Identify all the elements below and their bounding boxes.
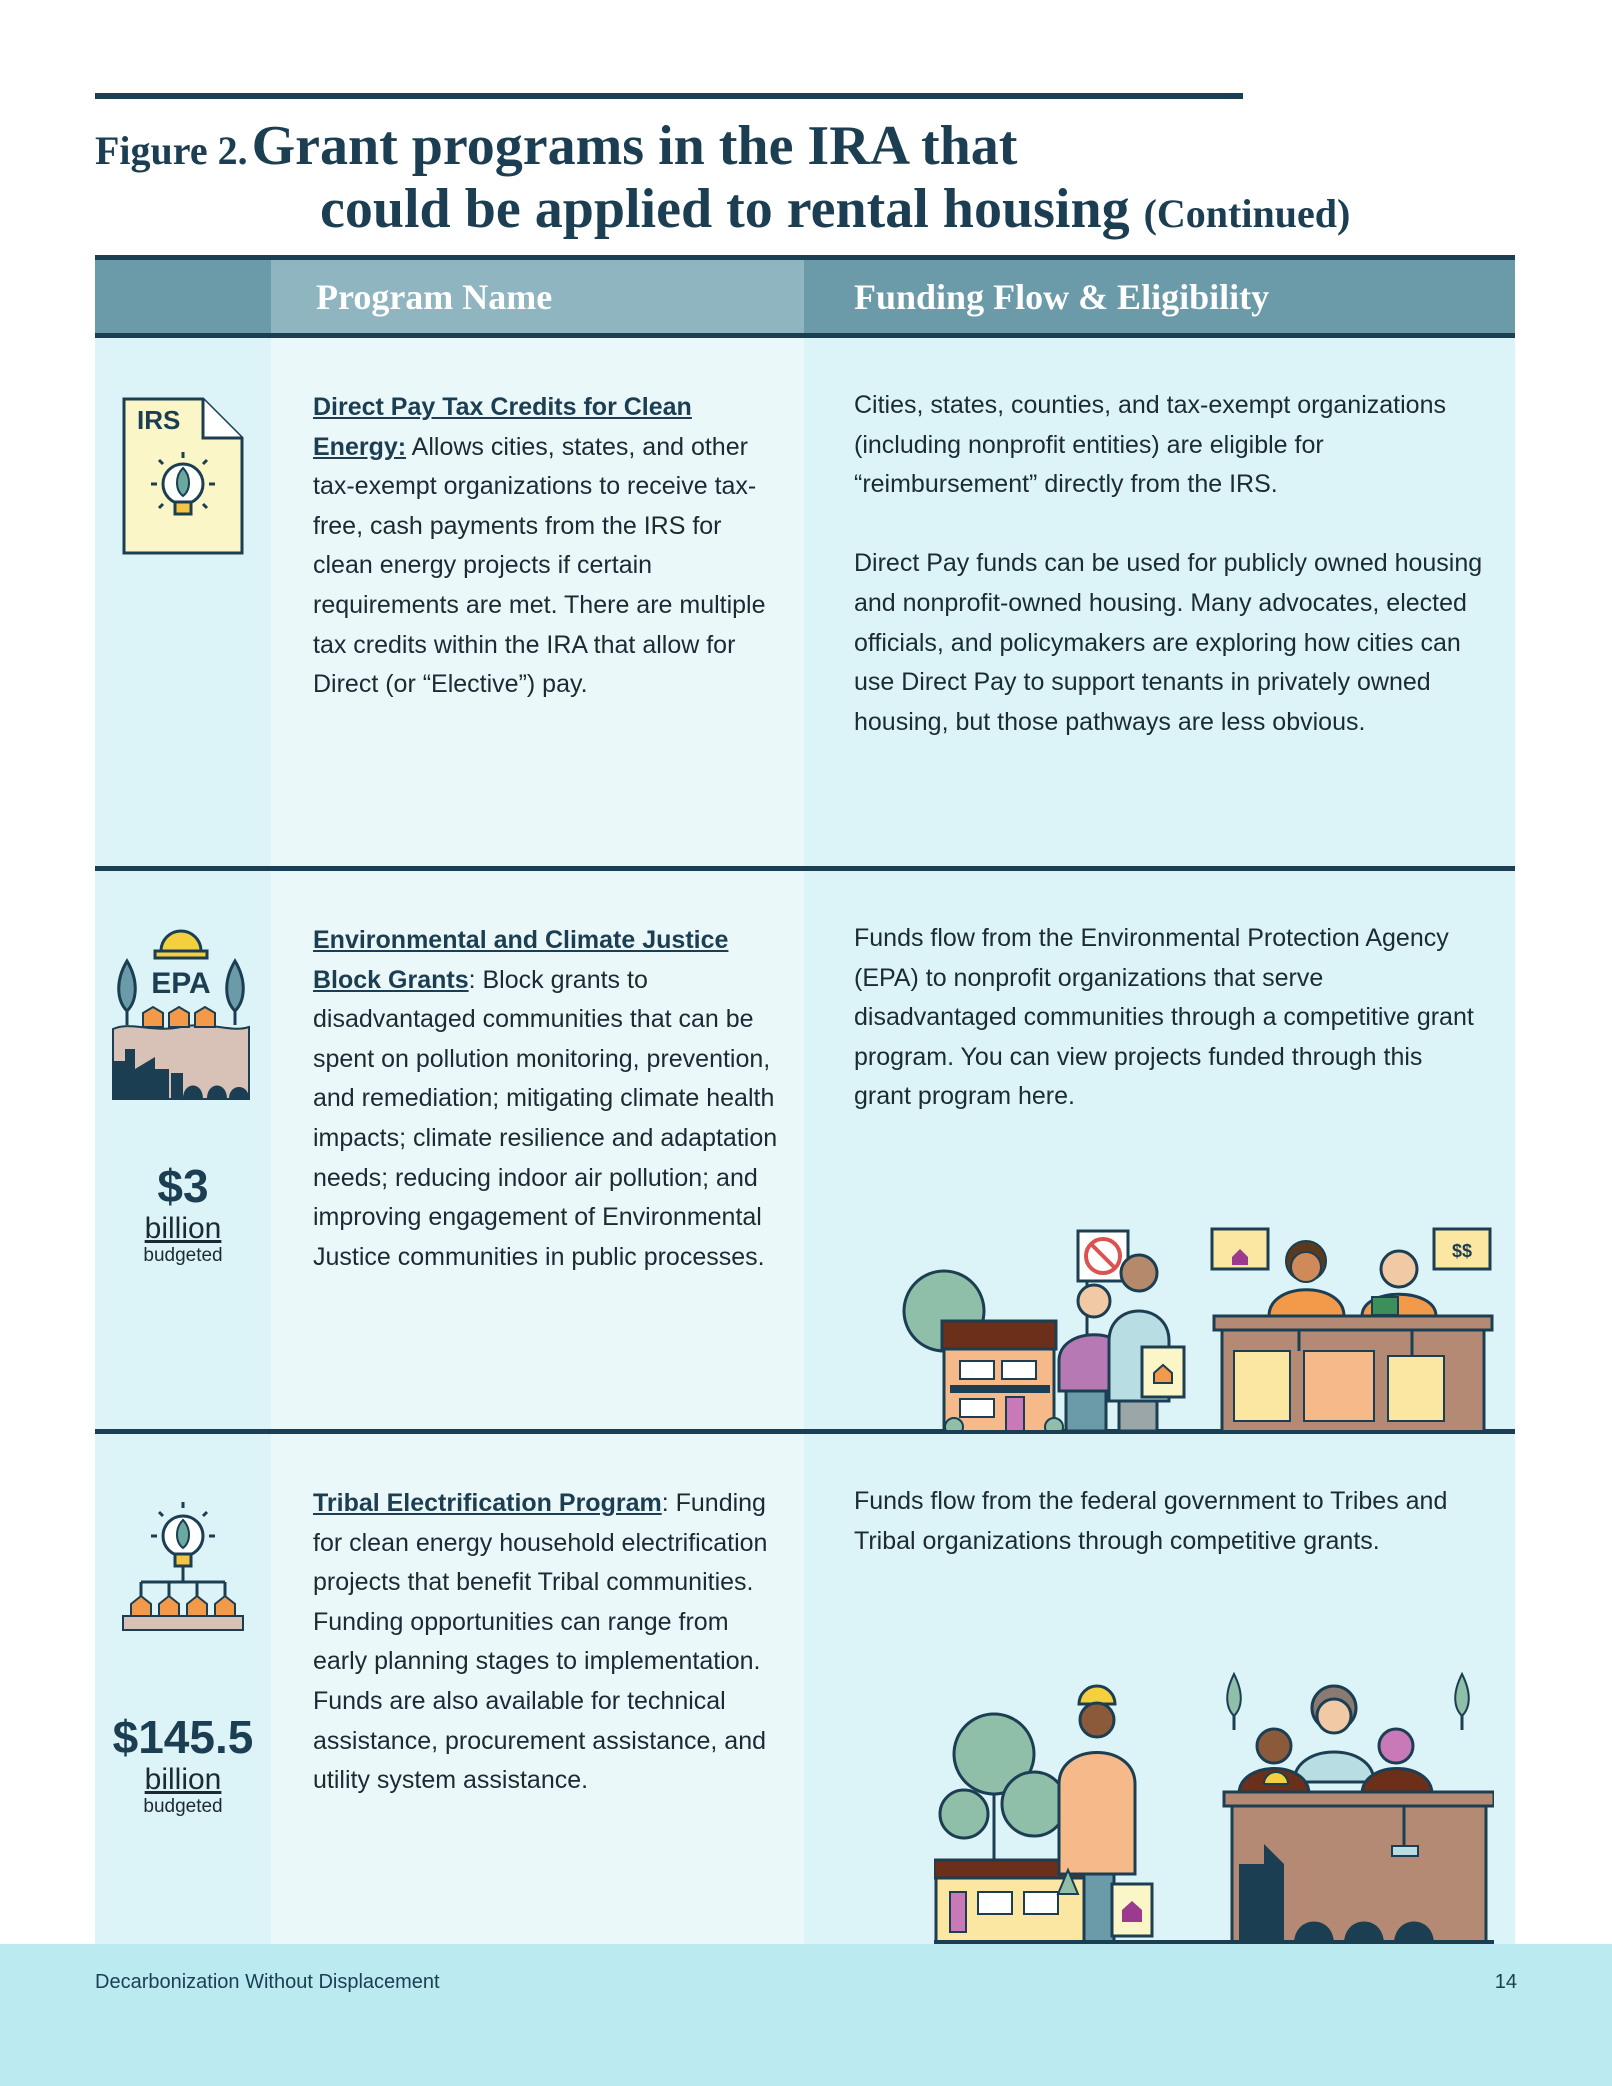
funding-flow-text: Funds flow from the Environmental Protection Agency (EPA) to nonprofit organizations that serve disadvantaged communities through a competitive grant program. You can view projects funded through this grant program here. [854, 924, 1474, 1111]
page-number: 14 [1494, 1971, 1517, 1993]
program-description: Allows cities, states, and other tax-exempt organizations to receive tax-free, cash payments from the IRS for clean energy projects if certain requirements are met. There are multiple tax credits within the IRA that allow for Direct (or “Elective”) pay. [313, 432, 766, 699]
amount-value: $145.5 [112, 1711, 254, 1763]
amount-value: $3 [157, 1160, 209, 1212]
svg-text:$$: $$ [1451, 1241, 1473, 1261]
title-line-2: could be applied to rental housing [320, 177, 1130, 240]
amount-block [95, 1161, 271, 1267]
figure-title [95, 115, 1395, 240]
amount-unit: billion [144, 1211, 222, 1245]
ecj-block-grants-link[interactable]: Environmental and Climate Justice Block Grants [313, 926, 729, 994]
header-funding-flow: Funding Flow & Eligibility [804, 260, 1515, 333]
title-line-1: Grant programs in the IRA that [251, 115, 1018, 177]
funding-flow-text: Direct Pay funds can be used for publicly owned housing and nonprofit-owned housing. Many advocates, elected officials, and policymakers are exploring how cities can use Direct Pay to support tenants in privately owned housing, but those pathways are less obvious. [854, 549, 1483, 736]
figure-label: Figure 2. [95, 128, 248, 173]
funding-flow-text: Cities, states, counties, and tax-exempt organizations (including nonprofit entities) are eligible for “reimbursement” directly from the IRS. [854, 391, 1446, 499]
svg-text:EPA: EPA [151, 967, 211, 1000]
table-row [95, 1434, 1515, 1944]
community-meeting-illustration [894, 1201, 1504, 1434]
program-description: : Block grants to disadvantaged communities that can be spent on pollution monitoring, prevention, and remediation; mitigating climate health impacts; climate resilience and adaptation needs; reducing indoor air pollution; and improving engagement of Environmental Justice communities in public processes. [313, 965, 778, 1271]
tribal-electrification-link[interactable]: Tribal Electrification Program [313, 1489, 662, 1517]
title-continued: (Continued) [1143, 190, 1351, 236]
grant-table [95, 255, 1515, 1944]
page-footer [0, 1944, 1612, 2086]
lightbulb-network-icon [119, 1496, 247, 1656]
table-row [95, 338, 1515, 871]
table-row [95, 871, 1515, 1434]
program-description: : Funding for clean energy household electrification projects that benefit Tribal communities. Funding opportunities can range from early planning stages to implementation. Funds are also available for technical assistance, procurement assistance, and utility system assistance. [313, 1489, 768, 1795]
svg-text:IRS: IRS [137, 405, 181, 435]
irs-document-icon [121, 396, 245, 556]
amount-block [95, 1712, 271, 1818]
top-rule [95, 93, 1243, 99]
header-program-name: Program Name [271, 260, 804, 333]
footer-title: Decarbonization Without Displacement [95, 1971, 440, 1993]
table-header [95, 255, 1515, 333]
amount-sub: budgeted [143, 1244, 223, 1266]
funding-flow-text: Funds flow from the federal government to Tribes and Tribal organizations through competitive grants. [854, 1487, 1448, 1555]
epa-factory-icon [111, 921, 251, 1101]
direct-pay-link[interactable]: Direct Pay Tax Credits for Clean Energy: [313, 393, 692, 461]
amount-unit: billion [144, 1762, 222, 1796]
tribal-community-illustration [934, 1664, 1494, 1944]
amount-sub: budgeted [143, 1795, 223, 1817]
